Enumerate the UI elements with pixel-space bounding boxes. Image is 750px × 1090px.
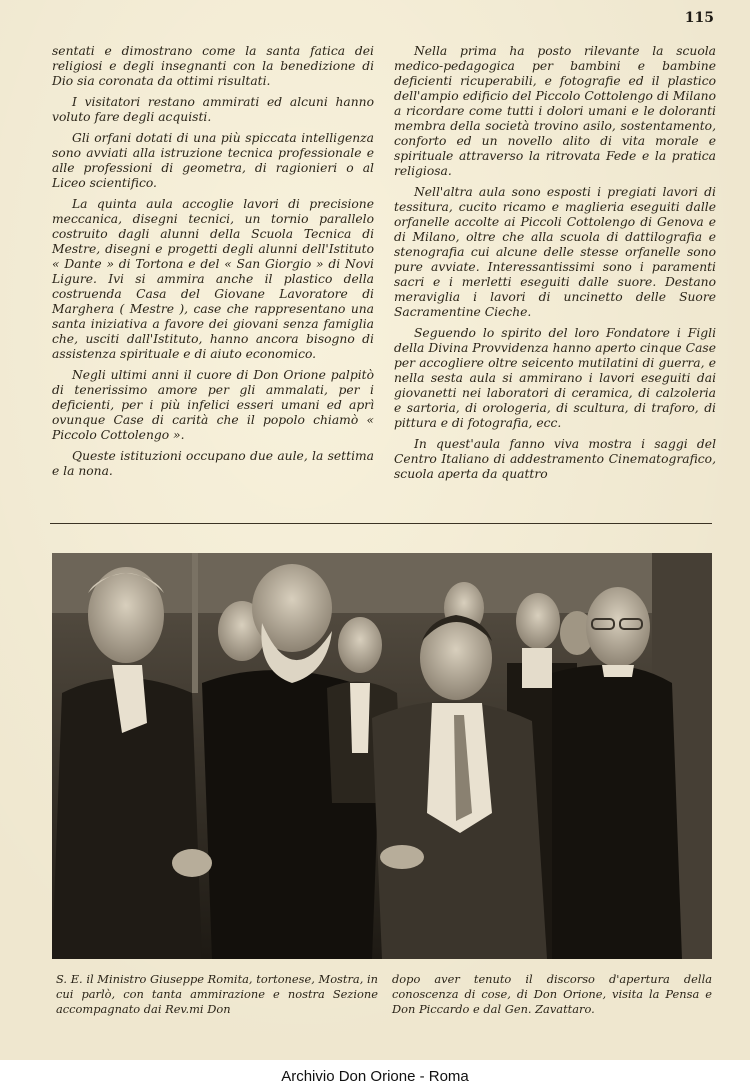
photograph-figures — [52, 553, 712, 959]
section-divider — [50, 523, 712, 524]
paragraph: Nell'altra aula sono esposti i pregiati lavori di tessitura, cucito ricamo e maglieria eseguiti dalle orfanelle accolte ai Piccoli Cottolengo di Genova e di Milano, oltre che alla scuola di dattilografia e stenografia cui alcune delle stesse orfanelle sono pure avviate. Interessantissimi sono i paramenti sacri e i merletti eseguiti dalle suore. Destano meraviglia i lavori di uncinetto delle Suore Sacramentine Cieche. — [394, 185, 716, 319]
paragraph: sentati e dimostrano come la santa fatica dei religiosi e degli insegnanti con la benedizione di Dio sia coronata da ottimi risultati. — [52, 44, 374, 88]
paragraph: Gli orfani dotati di una più spiccata intelligenza sono avviati alla istruzione tecnica professionale e alle professioni di geometra, di ragionieri o al Liceo scientifico. — [52, 131, 374, 190]
paragraph: Seguendo lo spirito del loro Fondatore i Figli della Divina Provvidenza hanno aperto cinque Case per accogliere oltre seicento mutilatini di guerra, e nella sesta aula si ammirano i lavori eseguiti dai giovanetti nei laboratori di ceramica, di calzoleria e sartoria, di orologeria, di scultura, di traforo, di pittura e di fotografia, ecc. — [394, 326, 716, 430]
paragraph: Nella prima ha posto rilevante la scuola medico-pedagogica per bambini e bambine deficienti ricuperabili, e fotografie ed il plastico dell'ampio edificio del Piccolo Cottolengo di Milano a ricordare come tutti i dolori umani e le doloranti membra della società trovino asilo, sostentamento, conforto ed un novello alito di vita morale e spirituale attraverso la ritrovata Fede e la pratica religiosa. — [394, 44, 716, 178]
archive-footer: Archivio Don Orione - Roma — [281, 1068, 469, 1085]
page-number: 115 — [684, 10, 714, 26]
text-column-right — [394, 44, 716, 488]
paragraph: Negli ultimi anni il cuore di Don Orione palpitò di tenerissimo amore per gli ammalati, per i deficienti, per i più infelici esseri umani ed aprì ovunque Case di carità che il popolo chiamò « Piccolo Cottolengo ». — [52, 368, 374, 442]
photo-caption-left: S. E. il Ministro Giuseppe Romita, tortonese, Mostra, in cui parlò, con tanta ammirazione e nostra Sezione accompagnato dai Rev.mi Don — [56, 972, 378, 1016]
photo-caption-right: dopo aver tenuto il discorso d'apertura della conoscenza di cose, di Don Orione, visita la Pensa e Don Piccardo e dal Gen. Zavattaro. — [392, 972, 712, 1016]
paragraph: La quinta aula accoglie lavori di precisione meccanica, disegni tecnici, un tornio parallelo costruito dagli alunni della Scuola Tecnica di Mestre, disegni e progetti degli alunni dell'Istituto « Dante » di Tortona e del « San Giorgio » di Novi Ligure. Ivi si ammira anche il plastico della costruenda Casa del Giovane Lavoratore di Marghera ( Mestre ), case che rappresentano una santa iniziativa a favore dei giovani senza famiglia che, usciti dall'Istituto, hanno ancora bisogno di assistenza spirituale e di aiuto economico. — [52, 197, 374, 361]
photograph — [52, 553, 712, 959]
paragraph: I visitatori restano ammirati ed alcuni hanno voluto fare degli acquisti. — [52, 95, 374, 124]
paragraph: Queste istituzioni occupano due aule, la settima e la nona. — [52, 449, 374, 478]
paragraph: In quest'aula fanno viva mostra i saggi del Centro Italiano di addestramento Cinematografico, scuola aperta da quattro — [394, 437, 716, 481]
text-column-left — [52, 44, 374, 485]
